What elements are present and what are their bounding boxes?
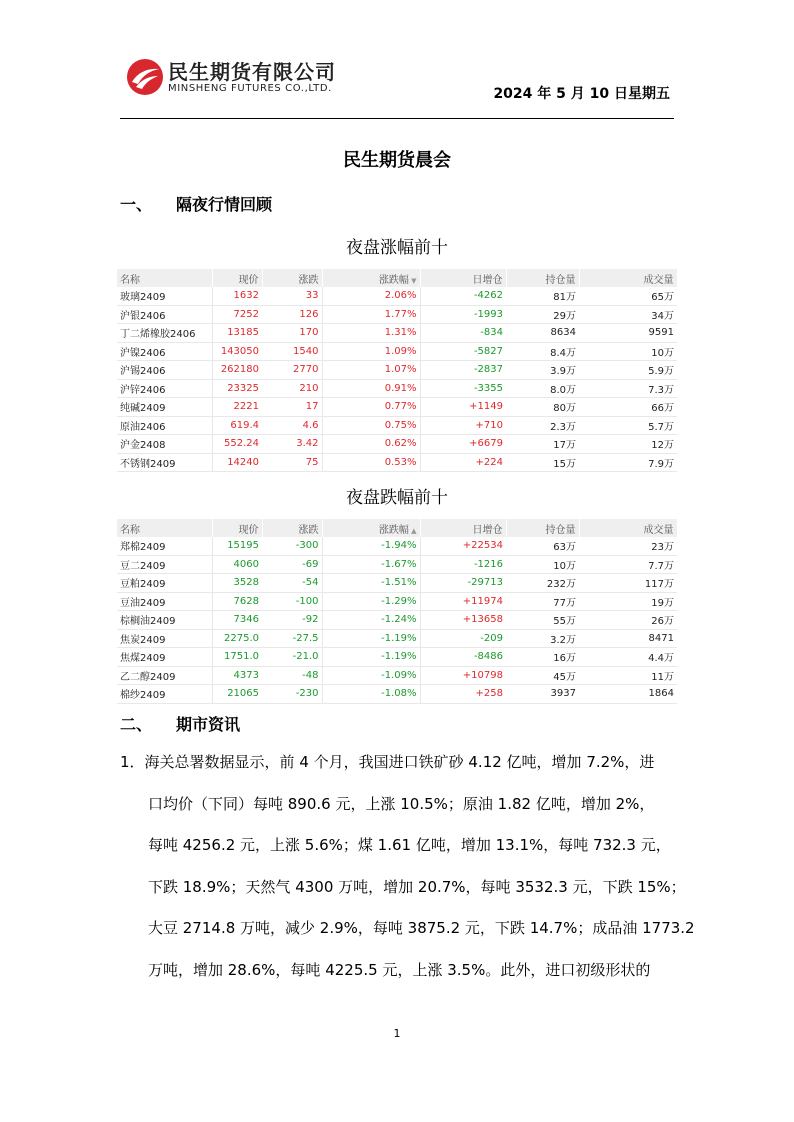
column-header-label: 涨跌幅 <box>378 274 409 286</box>
cell-name: 丁二烯橡胶2406 <box>117 324 212 343</box>
cell-change: 1540 <box>262 342 322 361</box>
cell-change: 33 <box>262 287 322 305</box>
table-row[interactable] <box>117 305 677 324</box>
cell-price: 4373 <box>212 666 262 685</box>
column-header-label: 日增仓 <box>472 274 503 286</box>
cell-change: -27.5 <box>262 629 322 648</box>
column-header-change-pct[interactable] <box>322 269 420 287</box>
column-header-price[interactable] <box>212 519 262 537</box>
column-header-name[interactable] <box>117 519 212 537</box>
cell-change: 2770 <box>262 361 322 380</box>
column-header-label: 持仓量 <box>545 524 576 536</box>
cell-oi-change: +710 <box>420 416 506 435</box>
cell-oi-change: -5827 <box>420 342 506 361</box>
cell-change: -300 <box>262 537 322 555</box>
minsheng-logo-icon <box>126 58 164 96</box>
paragraph-line: 1．海关总署数据显示，前 4 个月，我国进口铁矿砂 4.12 亿吨，增加 7.2%，进 <box>120 753 655 771</box>
cell-change-pct: 0.91% <box>322 379 420 398</box>
cell-price: 143050 <box>212 342 262 361</box>
cell-change: 17 <box>262 398 322 417</box>
column-header-label: 名称 <box>120 524 140 536</box>
column-header-price[interactable] <box>212 269 262 287</box>
cell-price: 1632 <box>212 287 262 305</box>
cell-change: -92 <box>262 611 322 630</box>
cell-name: 沪金2408 <box>117 435 212 454</box>
cell-name: 焦炭2409 <box>117 629 212 648</box>
table-row[interactable] <box>117 342 677 361</box>
section-number: 二、 <box>120 715 153 734</box>
cell-volume: 117万 <box>579 574 677 593</box>
cell-oi-change: -4262 <box>420 287 506 305</box>
sort-asc-icon: ▲ <box>408 526 417 535</box>
cell-oi-change: +11974 <box>420 592 506 611</box>
column-header-label: 现价 <box>238 274 259 286</box>
column-header-name[interactable] <box>117 269 212 287</box>
cell-price: 2275.0 <box>212 629 262 648</box>
company-name-cn: 民生期货有限公司 <box>168 60 336 84</box>
cell-open-interest: 63万 <box>506 537 579 555</box>
cell-change-pct: -1.94% <box>322 537 420 555</box>
cell-price: 23325 <box>212 379 262 398</box>
cell-change: 3.42 <box>262 435 322 454</box>
cell-oi-change: +6679 <box>420 435 506 454</box>
cell-oi-change: -8486 <box>420 648 506 667</box>
column-header-volume[interactable] <box>579 269 677 287</box>
cell-volume: 66万 <box>579 398 677 417</box>
cell-volume: 65万 <box>579 287 677 305</box>
cell-change-pct: 0.62% <box>322 435 420 454</box>
cell-change: -54 <box>262 574 322 593</box>
cell-volume: 9591 <box>579 324 677 343</box>
column-header-change[interactable] <box>262 269 322 287</box>
cell-name: 郑棉2409 <box>117 537 212 555</box>
cell-price: 15195 <box>212 537 262 555</box>
cell-oi-change: +13658 <box>420 611 506 630</box>
header-divider <box>120 118 674 119</box>
column-header-label: 成交量 <box>643 274 674 286</box>
column-header-open-interest[interactable] <box>506 519 579 537</box>
table-row[interactable] <box>117 398 677 417</box>
cell-change-pct: 1.77% <box>322 305 420 324</box>
page-number: 1 <box>393 1027 401 1040</box>
cell-price: 2221 <box>212 398 262 417</box>
table-row[interactable] <box>117 435 677 454</box>
cell-open-interest: 77万 <box>506 592 579 611</box>
table-row[interactable] <box>117 611 677 630</box>
section-title: 隔夜行情回顾 <box>176 195 273 214</box>
table-row[interactable] <box>117 324 677 343</box>
cell-change-pct: -1.51% <box>322 574 420 593</box>
cell-change: 170 <box>262 324 322 343</box>
column-header-label: 日增仓 <box>472 524 503 536</box>
table-row[interactable] <box>117 379 677 398</box>
cell-oi-change: +224 <box>420 453 506 472</box>
table-header-row <box>117 269 677 287</box>
losers-table <box>117 519 678 704</box>
cell-open-interest: 8.4万 <box>506 342 579 361</box>
table-row[interactable] <box>117 287 677 305</box>
cell-change-pct: -1.67% <box>322 555 420 574</box>
cell-oi-change: +10798 <box>420 666 506 685</box>
cell-oi-change: -834 <box>420 324 506 343</box>
cell-name: 原油2406 <box>117 416 212 435</box>
report-date: 2024 年 5 月 10 日星期五 <box>493 86 670 102</box>
paragraph-line: 每吨 4256.2 元，上涨 5.6%；煤 1.61 亿吨，增加 13.1%，每吨 732.3 元， <box>148 836 671 855</box>
cell-open-interest: 15万 <box>506 453 579 472</box>
cell-change: -69 <box>262 555 322 574</box>
column-header-oi-change[interactable] <box>420 519 506 537</box>
cell-volume: 19万 <box>579 592 677 611</box>
cell-volume: 8471 <box>579 629 677 648</box>
cell-open-interest: 2.3万 <box>506 416 579 435</box>
cell-change: -100 <box>262 592 322 611</box>
cell-open-interest: 232万 <box>506 574 579 593</box>
cell-oi-change: -209 <box>420 629 506 648</box>
cell-change-pct: 1.09% <box>322 342 420 361</box>
cell-name: 沪银2406 <box>117 305 212 324</box>
cell-change: 75 <box>262 453 322 472</box>
cell-name: 不锈钢2409 <box>117 453 212 472</box>
table-row[interactable] <box>117 555 677 574</box>
cell-name: 豆油2409 <box>117 592 212 611</box>
table-row[interactable] <box>117 629 677 648</box>
cell-change: -230 <box>262 685 322 704</box>
cell-change-pct: 1.31% <box>322 324 420 343</box>
section-heading-overnight <box>120 192 272 215</box>
cell-price: 21065 <box>212 685 262 704</box>
cell-change: 210 <box>262 379 322 398</box>
cell-volume: 1864 <box>579 685 677 704</box>
cell-change: -21.0 <box>262 648 322 667</box>
cell-open-interest: 80万 <box>506 398 579 417</box>
cell-oi-change: -1993 <box>420 305 506 324</box>
cell-price: 3528 <box>212 574 262 593</box>
column-header-volume[interactable] <box>579 519 677 537</box>
cell-price: 7252 <box>212 305 262 324</box>
cell-change-pct: 0.77% <box>322 398 420 417</box>
cell-volume: 7.3万 <box>579 379 677 398</box>
cell-volume: 34万 <box>579 305 677 324</box>
paragraph-line: 口均价（下同）每吨 890.6 元，上涨 10.5%；原油 1.82 亿吨，增加 2%， <box>148 794 655 813</box>
cell-change-pct: 0.53% <box>322 453 420 472</box>
cell-open-interest: 3937 <box>506 685 579 704</box>
cell-change: -48 <box>262 666 322 685</box>
paragraph-line: 万吨，增加 28.6%，每吨 4225.5 元，上涨 3.5%。此外，进口初级形状的 <box>148 960 651 979</box>
cell-oi-change: +1149 <box>420 398 506 417</box>
section-number: 一、 <box>120 195 153 214</box>
cell-open-interest: 45万 <box>506 666 579 685</box>
cell-price: 1751.0 <box>212 648 262 667</box>
cell-price: 7346 <box>212 611 262 630</box>
cell-volume: 7.9万 <box>579 453 677 472</box>
news-paragraph <box>120 742 695 992</box>
cell-price: 4060 <box>212 555 262 574</box>
cell-change-pct: -1.19% <box>322 648 420 667</box>
cell-price: 14240 <box>212 453 262 472</box>
column-header-label: 成交量 <box>643 524 674 536</box>
cell-volume: 12万 <box>579 435 677 454</box>
column-header-change[interactable] <box>262 519 322 537</box>
losers-table-title: 夜盘跌幅前十 <box>346 488 448 508</box>
column-header-label: 涨跌 <box>298 524 319 536</box>
cell-change-pct: 0.75% <box>322 416 420 435</box>
column-header-open-interest[interactable] <box>506 269 579 287</box>
cell-open-interest: 81万 <box>506 287 579 305</box>
cell-oi-change: -2837 <box>420 361 506 380</box>
cell-change-pct: -1.24% <box>322 611 420 630</box>
column-header-change-pct[interactable] <box>322 519 420 537</box>
cell-change-pct: -1.29% <box>322 592 420 611</box>
cell-change-pct: 1.07% <box>322 361 420 380</box>
column-header-label: 涨跌幅 <box>378 524 409 536</box>
cell-name: 棕榈油2409 <box>117 611 212 630</box>
table-row[interactable] <box>117 416 677 435</box>
sort-desc-icon: ▼ <box>408 276 417 285</box>
paragraph-line: 大豆 2714.8 万吨，减少 2.9%，每吨 3875.2 元，下跌 14.7%；成品油 1773.2 <box>148 919 695 938</box>
cell-name: 乙二醇2409 <box>117 666 212 685</box>
cell-change: 126 <box>262 305 322 324</box>
company-logo <box>126 56 366 100</box>
page-title: 民生期货晨会 <box>343 150 451 171</box>
gainers-table-title: 夜盘涨幅前十 <box>346 238 448 258</box>
cell-open-interest: 55万 <box>506 611 579 630</box>
table-row[interactable] <box>117 574 677 593</box>
cell-oi-change: -29713 <box>420 574 506 593</box>
cell-open-interest: 8634 <box>506 324 579 343</box>
cell-name: 焦煤2409 <box>117 648 212 667</box>
column-header-oi-change[interactable] <box>420 269 506 287</box>
company-name-en: MINSHENG FUTURES CO.,LTD. <box>168 83 332 94</box>
cell-open-interest: 3.9万 <box>506 361 579 380</box>
cell-open-interest: 29万 <box>506 305 579 324</box>
cell-name: 纯碱2409 <box>117 398 212 417</box>
cell-volume: 11万 <box>579 666 677 685</box>
section-title: 期市资讯 <box>176 715 241 734</box>
cell-name: 沪镍2406 <box>117 342 212 361</box>
cell-price: 552.24 <box>212 435 262 454</box>
cell-price: 619.4 <box>212 416 262 435</box>
gainers-table <box>117 269 678 472</box>
paragraph-line: 下跌 18.9%；天然气 4300 万吨，增加 20.7%，每吨 3532.3 元，下跌 15%； <box>148 877 686 896</box>
cell-open-interest: 3.2万 <box>506 629 579 648</box>
table-row[interactable] <box>117 361 677 380</box>
cell-name: 沪锡2406 <box>117 361 212 380</box>
section-heading-news <box>120 712 240 735</box>
cell-open-interest: 17万 <box>506 435 579 454</box>
table-row[interactable] <box>117 453 677 472</box>
cell-change-pct: -1.08% <box>322 685 420 704</box>
cell-price: 13185 <box>212 324 262 343</box>
cell-name: 玻璃2409 <box>117 287 212 305</box>
cell-oi-change: +258 <box>420 685 506 704</box>
cell-change-pct: 2.06% <box>322 287 420 305</box>
cell-price: 262180 <box>212 361 262 380</box>
cell-price: 7628 <box>212 592 262 611</box>
table-row[interactable] <box>117 537 677 555</box>
column-header-label: 名称 <box>120 274 140 286</box>
cell-open-interest: 10万 <box>506 555 579 574</box>
cell-name: 豆粕2409 <box>117 574 212 593</box>
cell-oi-change: -3355 <box>420 379 506 398</box>
cell-volume: 5.9万 <box>579 361 677 380</box>
table-row[interactable] <box>117 666 677 685</box>
cell-open-interest: 16万 <box>506 648 579 667</box>
cell-name: 沪锌2406 <box>117 379 212 398</box>
column-header-label: 现价 <box>238 524 259 536</box>
cell-volume: 26万 <box>579 611 677 630</box>
cell-oi-change: +22534 <box>420 537 506 555</box>
cell-name: 棉纱2409 <box>117 685 212 704</box>
cell-volume: 4.4万 <box>579 648 677 667</box>
table-row[interactable] <box>117 685 677 704</box>
cell-change: 4.6 <box>262 416 322 435</box>
cell-volume: 23万 <box>579 537 677 555</box>
table-row[interactable] <box>117 592 677 611</box>
column-header-label: 涨跌 <box>298 274 319 286</box>
table-header-row <box>117 519 677 537</box>
cell-oi-change: -1216 <box>420 555 506 574</box>
cell-change-pct: -1.19% <box>322 629 420 648</box>
cell-volume: 10万 <box>579 342 677 361</box>
table-row[interactable] <box>117 648 677 667</box>
cell-name: 豆二2409 <box>117 555 212 574</box>
cell-open-interest: 8.0万 <box>506 379 579 398</box>
cell-change-pct: -1.09% <box>322 666 420 685</box>
cell-volume: 7.7万 <box>579 555 677 574</box>
column-header-label: 持仓量 <box>545 274 576 286</box>
cell-volume: 5.7万 <box>579 416 677 435</box>
